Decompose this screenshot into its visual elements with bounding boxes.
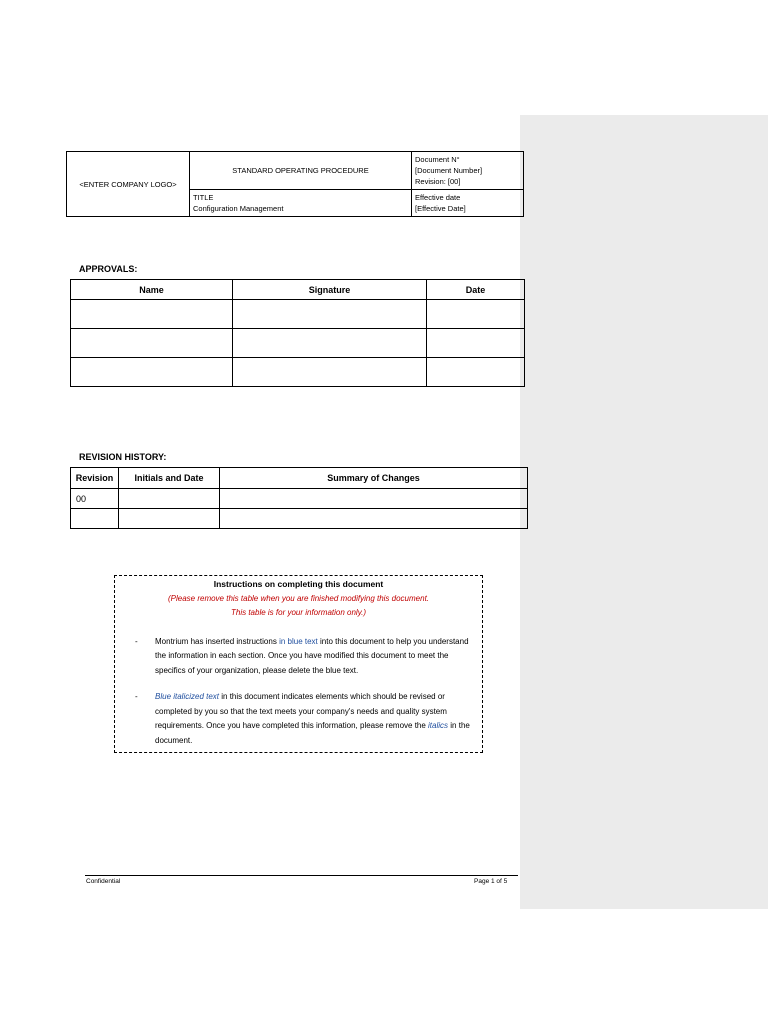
instructions-box xyxy=(114,575,483,753)
table-row xyxy=(71,489,528,509)
effective-date-label: Effective date xyxy=(415,193,461,202)
instructions-red-note-line2: This table is for your information only.) xyxy=(230,608,366,617)
bullet2-blue-italic-text: Blue italicized text xyxy=(155,692,220,701)
comment-pane xyxy=(520,115,768,909)
bullet1-text-b: into this document to help you understand the information in each section. Once you have modified this document to meet the specifics of your organization, please delete the blue text. xyxy=(155,636,469,675)
revision-number-cell[interactable] xyxy=(71,509,119,529)
document-header-table xyxy=(66,151,524,217)
instruction-bullet-1 xyxy=(115,635,482,679)
revision-header-row xyxy=(71,468,528,489)
revision-initials-cell[interactable] xyxy=(119,509,220,529)
bullet-dash: - xyxy=(135,692,138,701)
approvals-label: APPROVALS: xyxy=(79,264,138,274)
revision-summary-cell[interactable] xyxy=(220,509,528,529)
footer-divider xyxy=(85,875,518,876)
document-number-label: Document N° xyxy=(415,155,460,164)
instruction-bullet-2 xyxy=(115,690,482,748)
approval-name-cell[interactable] xyxy=(71,358,233,387)
approval-signature-cell[interactable] xyxy=(233,329,427,358)
revision-col-revision: Revision xyxy=(71,468,119,489)
document-number-value: [Document Number] xyxy=(415,166,483,175)
approvals-col-signature: Signature xyxy=(233,280,427,300)
approval-name-cell[interactable] xyxy=(71,300,233,329)
approvals-col-date: Date xyxy=(427,280,525,300)
document-number-cell[interactable] xyxy=(412,152,524,190)
title-label: TITLE xyxy=(193,193,214,202)
bullet2-italics-word: italics xyxy=(428,721,449,730)
approval-date-cell[interactable] xyxy=(427,300,525,329)
effective-date-cell[interactable] xyxy=(412,190,524,217)
bullet2-text-b: in the document. xyxy=(155,721,470,745)
instructions-red-note-line1: (Please remove this table when you are finished modifying this document. xyxy=(167,593,430,603)
approvals-col-name: Name xyxy=(71,280,233,300)
title-value: Configuration Management xyxy=(193,204,284,213)
table-row xyxy=(71,329,525,358)
footer-confidential: Confidential xyxy=(86,878,121,885)
revision-value: Revision: [00] xyxy=(415,177,461,186)
revision-history-label: REVISION HISTORY: xyxy=(79,452,167,462)
approval-name-cell[interactable] xyxy=(71,329,233,358)
revision-col-summary: Summary of Changes xyxy=(220,468,528,489)
revision-number-cell[interactable]: 00 xyxy=(71,489,119,509)
table-row xyxy=(71,509,528,529)
table-row xyxy=(71,300,525,329)
title-cell[interactable] xyxy=(190,190,412,217)
approval-signature-cell[interactable] xyxy=(233,358,427,387)
bullet1-blue-text: in blue text xyxy=(279,636,318,646)
revision-col-initials: Initials and Date xyxy=(119,468,220,489)
bullet2-text-a: in this document indicates elements which should be revised or completed by you so that the text meets your company's needs and quality system requirements. Once you have completed this information, please remove the xyxy=(155,692,447,730)
bullet-dash: - xyxy=(135,636,138,646)
sop-heading: STANDARD OPERATING PROCEDURE xyxy=(190,152,412,190)
revision-summary-cell[interactable] xyxy=(220,489,528,509)
bullet1-text-a: Montrium has inserted instructions xyxy=(155,636,280,646)
instructions-title: Instructions on completing this document xyxy=(213,579,384,589)
approval-date-cell[interactable] xyxy=(427,329,525,358)
table-row xyxy=(71,358,525,387)
approvals-table xyxy=(70,279,525,387)
approval-signature-cell[interactable] xyxy=(233,300,427,329)
approval-date-cell[interactable] xyxy=(427,358,525,387)
effective-date-value: [Effective Date] xyxy=(415,204,466,213)
approvals-header-row xyxy=(71,280,525,300)
company-logo-placeholder[interactable]: <ENTER COMPANY LOGO> xyxy=(67,152,190,217)
revision-initials-cell[interactable] xyxy=(119,489,220,509)
footer-page-number: Page 1 of 5 xyxy=(474,878,508,885)
revision-history-table xyxy=(70,467,528,529)
